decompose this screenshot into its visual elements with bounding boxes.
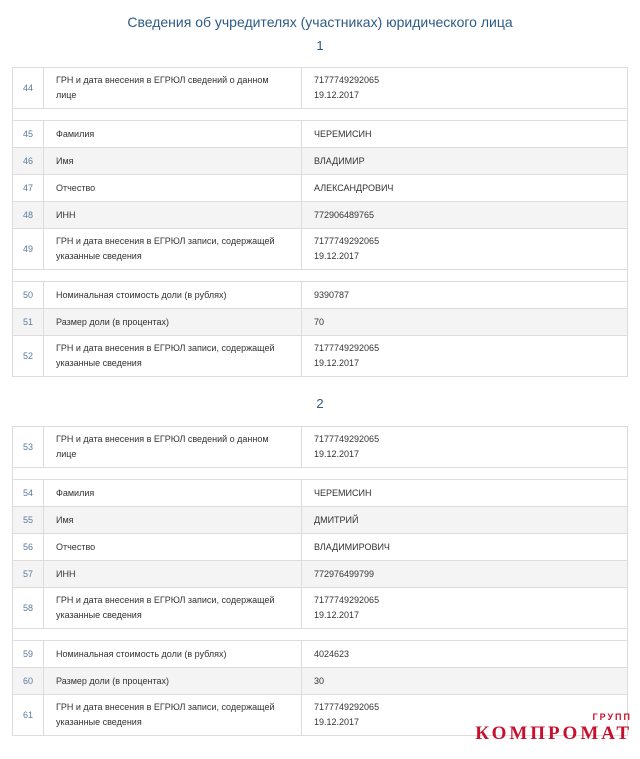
field-value xyxy=(302,507,628,534)
field-value xyxy=(302,480,628,507)
field-label xyxy=(44,561,302,588)
table-row xyxy=(13,668,628,695)
field-label xyxy=(44,202,302,229)
field-label-line: ИНН xyxy=(56,568,76,579)
field-value xyxy=(302,561,628,588)
row-number: 49 xyxy=(13,229,44,270)
field-value-line: 70 xyxy=(314,316,325,327)
field-label-line: Отчество xyxy=(56,182,96,193)
field-value xyxy=(302,309,628,336)
field-label-line: ГРН и дата внесения в ЕГРЮЛ записи, содержащей xyxy=(56,236,275,246)
field-label-line: указанные сведения xyxy=(56,717,142,727)
field-label-line: Размер доли (в процентах) xyxy=(56,675,169,686)
field-label-line: лице xyxy=(56,90,77,100)
table-row xyxy=(13,121,628,148)
table-row xyxy=(13,229,628,270)
field-label-line: Номинальная стоимость доли (в рублях) xyxy=(56,648,227,659)
field-label xyxy=(44,427,302,468)
row-number: 56 xyxy=(13,534,44,561)
founder-table xyxy=(12,426,628,736)
field-label-line: Номинальная стоимость доли (в рублях) xyxy=(56,289,227,300)
row-number: 51 xyxy=(13,309,44,336)
watermark-logo xyxy=(475,712,632,745)
field-value-line: 19.12.2017 xyxy=(314,610,360,620)
field-label-line: Имя xyxy=(56,155,74,166)
field-value xyxy=(302,68,628,109)
table-row xyxy=(13,202,628,229)
watermark-small-text: ГРУПП xyxy=(592,712,632,722)
field-label xyxy=(44,480,302,507)
field-value xyxy=(302,588,628,629)
row-number: 60 xyxy=(13,668,44,695)
field-value-line: 4024623 xyxy=(314,648,350,659)
row-number: 47 xyxy=(13,175,44,202)
table-row xyxy=(13,336,628,377)
field-label xyxy=(44,336,302,377)
field-value-line: 772976499799 xyxy=(314,568,375,579)
section-separator xyxy=(13,468,628,480)
section-separator xyxy=(13,270,628,282)
table-row xyxy=(13,68,628,109)
field-label-line: указанные сведения xyxy=(56,358,142,368)
field-label-line: ГРН и дата внесения в ЕГРЮЛ сведений о данном xyxy=(56,434,269,444)
field-label xyxy=(44,229,302,270)
row-number: 61 xyxy=(13,695,44,736)
table-row xyxy=(13,588,628,629)
field-value-line: ЧЕРЕМИСИН xyxy=(314,128,372,139)
row-number: 54 xyxy=(13,480,44,507)
field-value-line: 7177749292065 xyxy=(314,434,380,444)
field-label xyxy=(44,68,302,109)
field-label-line: указанные сведения xyxy=(56,610,142,620)
field-value-line: 7177749292065 xyxy=(314,343,380,353)
field-label xyxy=(44,121,302,148)
table-row xyxy=(13,148,628,175)
row-number: 58 xyxy=(13,588,44,629)
table-row xyxy=(13,507,628,534)
field-value xyxy=(302,668,628,695)
table-row xyxy=(13,175,628,202)
field-value xyxy=(302,534,628,561)
field-label xyxy=(44,534,302,561)
page-title: Сведения об учредителях (участниках) юридического лица xyxy=(127,14,513,30)
field-label-line: Фамилия xyxy=(56,487,95,498)
field-value xyxy=(302,121,628,148)
field-value-line: 19.12.2017 xyxy=(314,251,360,261)
field-value xyxy=(302,148,628,175)
field-value xyxy=(302,175,628,202)
field-label xyxy=(44,309,302,336)
table-row xyxy=(13,561,628,588)
field-label-line: Отчество xyxy=(56,541,96,552)
field-label-line: ГРН и дата внесения в ЕГРЮЛ сведений о данном xyxy=(56,75,269,85)
field-value-line: 9390787 xyxy=(314,289,350,300)
field-value-line: ЧЕРЕМИСИН xyxy=(314,487,372,498)
field-value-line: 7177749292065 xyxy=(314,236,380,246)
section-separator xyxy=(13,629,628,641)
table-row xyxy=(13,309,628,336)
field-label-line: Фамилия xyxy=(56,128,95,139)
field-label xyxy=(44,695,302,736)
field-label-line: ИНН xyxy=(56,209,76,220)
field-value-line: 19.12.2017 xyxy=(314,717,360,727)
field-label xyxy=(44,282,302,309)
field-value-line: 7177749292065 xyxy=(314,702,380,712)
watermark-main-text: КОМПРОМАТ xyxy=(475,723,632,744)
field-label xyxy=(44,507,302,534)
field-value-line: 772906489765 xyxy=(314,209,375,220)
field-value-line: 30 xyxy=(314,675,325,686)
founder-number: 1 xyxy=(316,38,324,53)
field-label xyxy=(44,175,302,202)
row-number: 55 xyxy=(13,507,44,534)
field-value-line: ВЛАДИМИР xyxy=(314,155,365,166)
field-label xyxy=(44,148,302,175)
row-number: 52 xyxy=(13,336,44,377)
field-value-line: АЛЕКСАНДРОВИЧ xyxy=(314,182,394,193)
row-number: 46 xyxy=(13,148,44,175)
row-number: 50 xyxy=(13,282,44,309)
field-value-line: 19.12.2017 xyxy=(314,358,360,368)
field-value-line: 19.12.2017 xyxy=(314,90,360,100)
section-separator xyxy=(13,109,628,121)
table-row xyxy=(13,282,628,309)
field-label-line: Размер доли (в процентах) xyxy=(56,316,169,327)
field-label-line: лице xyxy=(56,449,77,459)
row-number: 48 xyxy=(13,202,44,229)
field-value-line: ДМИТРИЙ xyxy=(314,514,359,525)
field-value xyxy=(302,229,628,270)
field-label xyxy=(44,588,302,629)
field-value-line: 7177749292065 xyxy=(314,595,380,605)
field-label-line: указанные сведения xyxy=(56,251,142,261)
field-value xyxy=(302,427,628,468)
table-row xyxy=(13,427,628,468)
table-row xyxy=(13,480,628,507)
field-label xyxy=(44,641,302,668)
field-label xyxy=(44,668,302,695)
row-number: 44 xyxy=(13,68,44,109)
row-number: 53 xyxy=(13,427,44,468)
field-value xyxy=(302,336,628,377)
field-value-line: 19.12.2017 xyxy=(314,449,360,459)
table-row xyxy=(13,534,628,561)
founder-table xyxy=(12,67,628,377)
field-value xyxy=(302,641,628,668)
field-value xyxy=(302,282,628,309)
row-number: 57 xyxy=(13,561,44,588)
field-label-line: ГРН и дата внесения в ЕГРЮЛ записи, содержащей xyxy=(56,702,275,712)
field-value xyxy=(302,202,628,229)
table-row xyxy=(13,641,628,668)
row-number: 45 xyxy=(13,121,44,148)
field-label-line: ГРН и дата внесения в ЕГРЮЛ записи, содержащей xyxy=(56,343,275,353)
field-value-line: ВЛАДИМИРОВИЧ xyxy=(314,541,390,552)
field-value-line: 7177749292065 xyxy=(314,75,380,85)
row-number: 59 xyxy=(13,641,44,668)
field-label-line: ГРН и дата внесения в ЕГРЮЛ записи, содержащей xyxy=(56,595,275,605)
founder-number: 2 xyxy=(316,396,324,411)
field-label-line: Имя xyxy=(56,514,74,525)
